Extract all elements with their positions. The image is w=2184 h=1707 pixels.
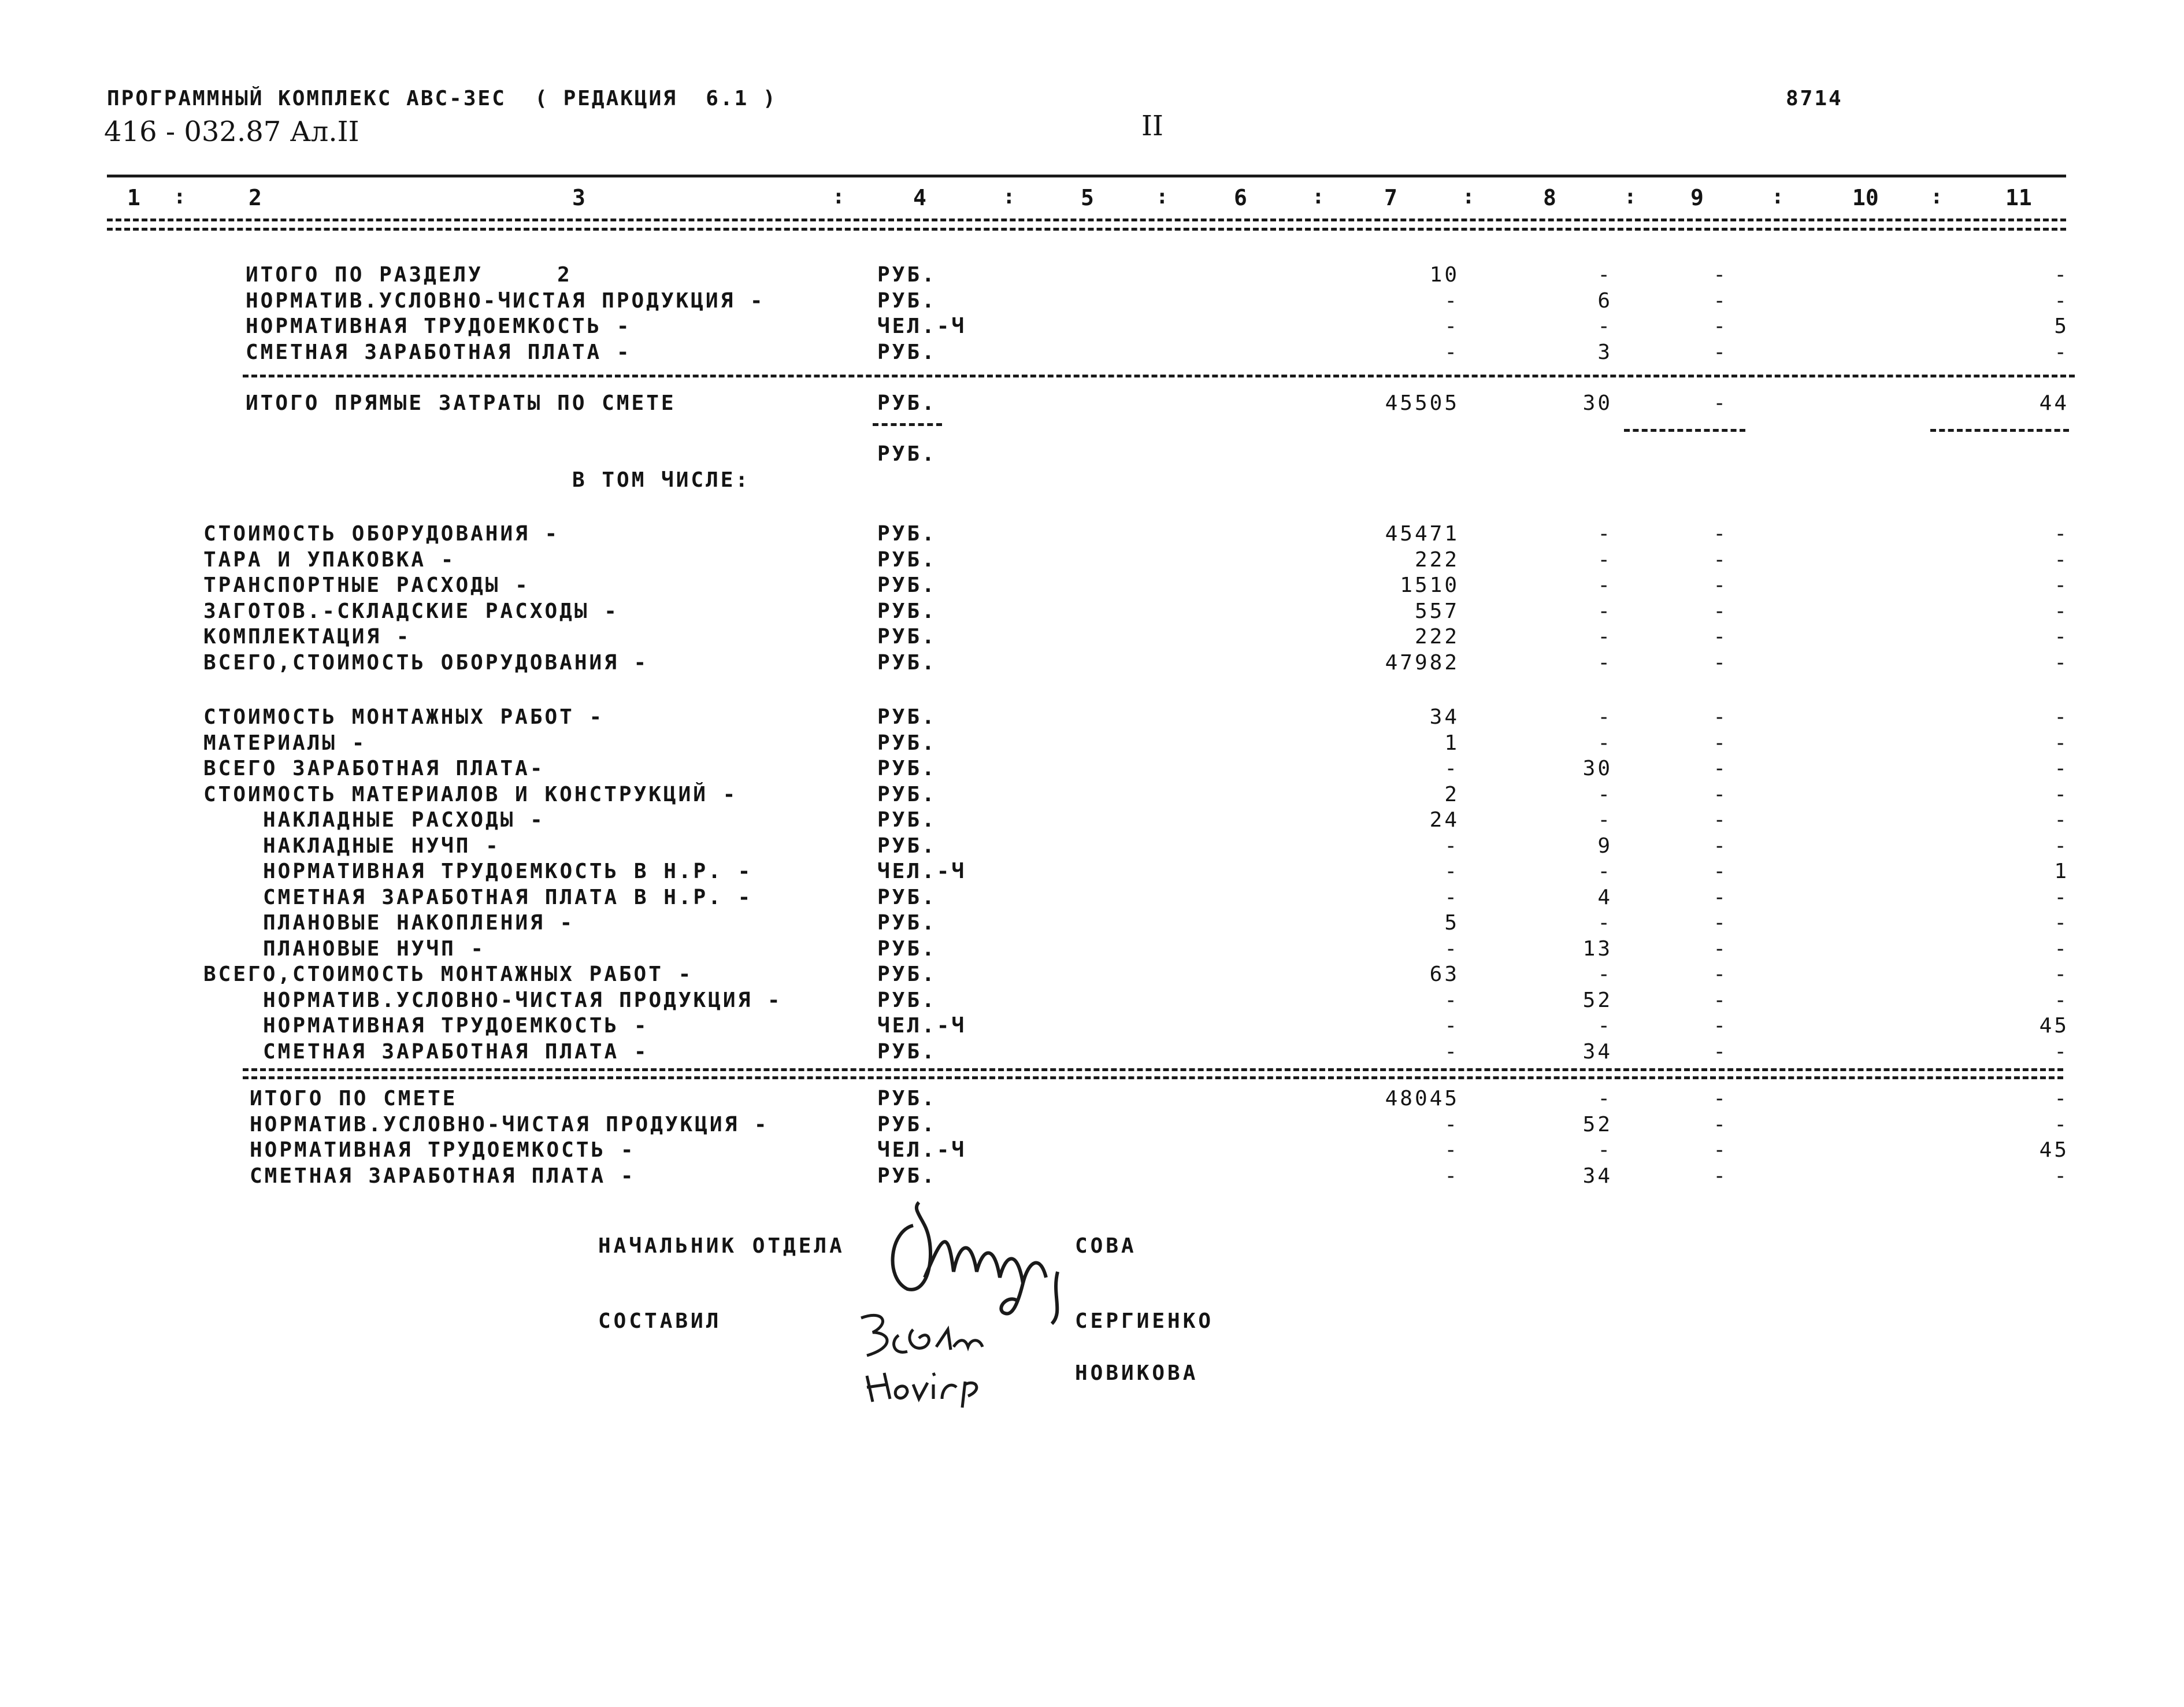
cell-col-8: - — [1597, 263, 1612, 287]
row-unit: ЧЕЛ.-Ч — [877, 314, 967, 338]
cell-col-11: - — [2054, 1164, 2069, 1188]
cell-col-11: - — [2054, 911, 2069, 935]
cell-col-7: - — [1444, 1039, 1459, 1064]
cell-col-11: 1 — [2054, 860, 2069, 883]
cell-col-7: 1510 — [1400, 573, 1459, 597]
cell-col-9: - — [1713, 625, 1728, 649]
cell-col-9: - — [1713, 1014, 1728, 1038]
cell-col-9: - — [1713, 340, 1728, 364]
row-label: ПЛАНОВЫЕ НАКОПЛЕНИЯ - — [263, 911, 575, 935]
cell-col-8: - — [1597, 599, 1612, 623]
cell-col-8: - — [1597, 1138, 1612, 1162]
cell-col-8: - — [1597, 573, 1612, 597]
cell-col-9: - — [1713, 1087, 1728, 1110]
cell-col-9: - — [1713, 988, 1728, 1012]
cell-col-7: 10 — [1429, 263, 1459, 287]
cell-col-11: - — [2054, 757, 2069, 780]
cell-col-9: - — [1713, 391, 1728, 415]
cell-col-9: - — [1713, 705, 1728, 729]
cell-col-7: - — [1444, 988, 1459, 1012]
row-unit: РУБ. — [877, 1112, 937, 1136]
column-header-5: 5 — [1081, 185, 1094, 210]
row-label: ВСЕГО,СТОИМОСТЬ ОБОРУДОВАНИЯ - — [203, 650, 649, 675]
row-label: НОРМАТИВНАЯ ТРУДОЕМКОСТЬ - — [246, 314, 632, 338]
cell-col-9: - — [1713, 860, 1728, 883]
row-unit: ЧЕЛ.-Ч — [877, 860, 967, 883]
row-label: ИТОГО ПО СМЕТЕ — [250, 1087, 458, 1110]
column-separator: : — [1156, 185, 1169, 209]
sheet-number: 8714 — [1786, 87, 1843, 110]
cell-col-8: - — [1597, 314, 1612, 338]
row-unit: РУБ. — [877, 757, 937, 780]
cell-col-8: 13 — [1582, 936, 1612, 961]
separator-direct-c8 — [1624, 429, 1745, 432]
row-label: ЗАГОТОВ.-СКЛАДСКИЕ РАСХОДЫ - — [203, 599, 619, 623]
row-unit: РУБ. — [877, 625, 937, 649]
page-number: II — [1141, 110, 1163, 142]
column-separator: : — [832, 185, 845, 209]
column-separator: : — [1624, 185, 1637, 209]
cell-col-8: 3 — [1597, 340, 1612, 364]
cell-col-11: 45 — [2039, 1138, 2069, 1162]
row-unit: РУБ. — [877, 391, 937, 415]
row-label: НАКЛАДНЫЕ НУЧП - — [263, 834, 500, 858]
cell-col-9: - — [1713, 288, 1728, 313]
row-label: СТОИМОСТЬ МОНТАЖНЫХ РАБОТ - — [203, 705, 605, 729]
row-label: НОРМАТИВНАЯ ТРУДОЕМКОСТЬ - — [263, 1014, 649, 1038]
compiled-signature — [850, 1306, 1000, 1410]
compiled-by-name-2: НОВИКОВА — [1075, 1361, 1199, 1385]
row-unit: РУБ. — [877, 573, 937, 597]
table-top-rule — [107, 175, 2066, 177]
cell-col-9: - — [1713, 1112, 1728, 1136]
cell-col-7: - — [1444, 1138, 1459, 1162]
cell-col-11: - — [2054, 1112, 2069, 1136]
cell-col-7: 2 — [1444, 782, 1459, 806]
cell-col-8: - — [1597, 547, 1612, 572]
cell-col-7: - — [1444, 936, 1459, 961]
cell-col-8: - — [1597, 731, 1612, 755]
row-unit: РУБ. — [877, 834, 937, 858]
cell-col-8: 30 — [1582, 757, 1612, 780]
column-header-10: 10 — [1852, 185, 1879, 210]
cell-col-9: - — [1713, 834, 1728, 858]
cell-col-7: 45471 — [1385, 522, 1459, 546]
row-unit: РУБ. — [877, 263, 937, 287]
cell-col-11: - — [2054, 808, 2069, 832]
column-header-8: 8 — [1543, 185, 1556, 210]
cell-col-11: - — [2054, 547, 2069, 572]
compiled-by-label: СОСТАВИЛ — [598, 1309, 722, 1333]
cell-col-11: - — [2054, 988, 2069, 1012]
cell-col-7: 24 — [1429, 808, 1459, 832]
column-separator: : — [1462, 185, 1475, 209]
cell-col-11: 44 — [2039, 391, 2069, 415]
row-unit: РУБ. — [877, 1164, 937, 1188]
program-title: ПРОГРАММНЫЙ КОМПЛЕКС АВС-3ЕС ( РЕДАКЦИЯ 6.1 ) — [107, 87, 777, 110]
row-unit: РУБ. — [877, 547, 937, 572]
cell-col-7: 47982 — [1385, 650, 1459, 675]
cell-col-9: - — [1713, 1164, 1728, 1188]
cell-col-7: - — [1444, 314, 1459, 338]
row-unit: РУБ. — [877, 340, 937, 364]
cell-col-11: - — [2054, 782, 2069, 806]
row-label: СТОИМОСТЬ ОБОРУДОВАНИЯ - — [203, 522, 560, 546]
cell-col-11: - — [2054, 936, 2069, 961]
cell-col-9: - — [1713, 731, 1728, 755]
cell-col-8: - — [1597, 522, 1612, 546]
row-unit: РУБ. — [877, 1039, 937, 1064]
cell-col-9: - — [1713, 936, 1728, 961]
row-unit: РУБ. — [877, 1087, 937, 1110]
column-separator: : — [1003, 185, 1015, 209]
row-unit: РУБ. — [877, 731, 937, 755]
column-header-7: 7 — [1384, 185, 1397, 210]
cell-col-7: 222 — [1414, 547, 1459, 572]
cell-col-11: - — [2054, 288, 2069, 313]
cell-col-9: - — [1713, 757, 1728, 780]
cell-col-8: - — [1597, 1014, 1612, 1038]
cell-col-7: 557 — [1414, 599, 1459, 623]
cell-col-11: - — [2054, 522, 2069, 546]
row-label: НОРМАТИВНАЯ ТРУДОЕМКОСТЬ - — [250, 1138, 636, 1162]
cell-col-7: - — [1444, 757, 1459, 780]
row-unit: РУБ. — [877, 782, 937, 806]
cell-col-11: 5 — [2054, 314, 2069, 338]
cell-col-9: - — [1713, 314, 1728, 338]
cell-col-11: - — [2054, 573, 2069, 597]
cell-col-7: 34 — [1429, 705, 1459, 729]
head-of-department-name: СОВА — [1075, 1234, 1137, 1258]
row-unit: РУБ. — [877, 522, 937, 546]
cell-col-11: - — [2054, 834, 2069, 858]
cell-col-11: - — [2054, 263, 2069, 287]
cell-col-8: 34 — [1582, 1039, 1612, 1064]
cell-col-9: - — [1713, 1039, 1728, 1064]
cell-col-11: - — [2054, 1087, 2069, 1110]
separator-before-totals — [243, 1068, 2063, 1071]
cell-col-8: - — [1597, 782, 1612, 806]
row-unit: РУБ. — [877, 885, 937, 909]
cell-col-8: 34 — [1582, 1164, 1612, 1188]
row-unit: РУБ. — [877, 650, 937, 675]
cell-col-11: - — [2054, 705, 2069, 729]
row-label: НОРМАТИВ.УСЛОВНО-ЧИСТАЯ ПРОДУКЦИЯ - — [246, 288, 765, 313]
cell-col-8: - — [1597, 911, 1612, 935]
cell-col-11: - — [2054, 599, 2069, 623]
row-unit: РУБ. — [877, 705, 937, 729]
separator-direct-c11 — [1930, 429, 2069, 432]
separator-after-section2 — [243, 375, 2075, 377]
row-label: СМЕТНАЯ ЗАРАБОТНАЯ ПЛАТА В Н.Р. - — [263, 885, 753, 909]
column-header-1: 1 — [127, 185, 140, 210]
column-separator: : — [1771, 185, 1784, 209]
document-code: 416 - 032.87 Ал.II — [104, 116, 359, 148]
cell-col-9: - — [1713, 573, 1728, 597]
cell-col-8: - — [1597, 860, 1612, 883]
row-unit: ЧЕЛ.-Ч — [877, 1138, 967, 1162]
compiled-by-name-1: СЕРГИЕНКО — [1075, 1309, 1214, 1333]
row-unit: РУБ. — [877, 988, 937, 1012]
cell-col-7: 1 — [1444, 731, 1459, 755]
cell-col-9: - — [1713, 885, 1728, 909]
cell-col-8: - — [1597, 1087, 1612, 1110]
cell-col-7: - — [1444, 1112, 1459, 1136]
including-heading: В ТОМ ЧИСЛЕ: — [572, 468, 751, 492]
cell-col-8: - — [1597, 625, 1612, 649]
cell-col-11: - — [2054, 1039, 2069, 1064]
column-header-6: 6 — [1234, 185, 1247, 210]
cell-col-8: 52 — [1582, 1112, 1612, 1136]
separator-before-totals-2 — [243, 1076, 2063, 1079]
column-header-4: 4 — [913, 185, 926, 210]
row-label: НОРМАТИВНАЯ ТРУДОЕМКОСТЬ В Н.Р. - — [263, 860, 753, 883]
column-header-11: 11 — [2005, 185, 2032, 210]
cell-col-7: - — [1444, 885, 1459, 909]
row-label: СМЕТНАЯ ЗАРАБОТНАЯ ПЛАТА - — [246, 340, 632, 364]
row-unit: РУБ. — [877, 808, 937, 832]
cell-col-9: - — [1713, 599, 1728, 623]
row-label: МАТЕРИАЛЫ - — [203, 731, 367, 755]
row-label: ИТОГО ПРЯМЫЕ ЗАТРАТЫ ПО СМЕТЕ — [246, 391, 676, 415]
cell-col-9: - — [1713, 522, 1728, 546]
cell-col-8: 52 — [1582, 988, 1612, 1012]
row-label: СМЕТНАЯ ЗАРАБОТНАЯ ПЛАТА - — [250, 1164, 636, 1188]
cell-col-11: 45 — [2039, 1014, 2069, 1038]
row-label: ПЛАНОВЫЕ НУЧП - — [263, 936, 486, 961]
row-label: НОРМАТИВ.УСЛОВНО-ЧИСТАЯ ПРОДУКЦИЯ - — [250, 1112, 769, 1136]
cell-col-11: - — [2054, 731, 2069, 755]
column-separator: : — [1930, 185, 1943, 209]
cell-col-7: 222 — [1414, 625, 1459, 649]
column-header-3: 3 — [572, 185, 585, 210]
row-label: СТОИМОСТЬ МАТЕРИАЛОВ И КОНСТРУКЦИЙ - — [203, 782, 738, 806]
cell-col-9: - — [1713, 263, 1728, 287]
row-unit: ЧЕЛ.-Ч — [877, 1014, 967, 1038]
row-label: ТАРА И УПАКОВКА - — [203, 547, 456, 572]
row-unit: РУБ. — [877, 442, 937, 466]
row-label: ТРАНСПОРТНЫЕ РАСХОДЫ - — [203, 573, 530, 597]
cell-col-9: - — [1713, 650, 1728, 675]
row-unit: РУБ. — [877, 288, 937, 313]
cell-col-8: - — [1597, 808, 1612, 832]
cell-col-7: 5 — [1444, 911, 1459, 935]
row-unit: РУБ. — [877, 599, 937, 623]
cell-col-9: - — [1713, 911, 1728, 935]
row-label: НОРМАТИВ.УСЛОВНО-ЧИСТАЯ ПРОДУКЦИЯ - — [263, 988, 783, 1012]
cell-col-7: - — [1444, 1014, 1459, 1038]
cell-col-11: - — [2054, 650, 2069, 675]
head-of-department-label: НАЧАЛЬНИК ОТДЕЛА — [598, 1234, 845, 1258]
column-separator: : — [1312, 185, 1325, 209]
row-unit: РУБ. — [877, 962, 937, 986]
column-header-9: 9 — [1690, 185, 1704, 210]
row-label: КОМПЛЕКТАЦИЯ - — [203, 625, 411, 649]
cell-col-7: - — [1444, 340, 1459, 364]
cell-col-11: - — [2054, 625, 2069, 649]
column-header-2: 2 — [249, 185, 262, 210]
separator-direct-unit — [873, 423, 942, 426]
cell-col-8: 30 — [1582, 391, 1612, 415]
row-label: СМЕТНАЯ ЗАРАБОТНАЯ ПЛАТА - — [263, 1039, 649, 1064]
cell-col-7: - — [1444, 860, 1459, 883]
row-unit: РУБ. — [877, 936, 937, 961]
cell-col-7: 63 — [1429, 962, 1459, 986]
cell-col-8: - — [1597, 962, 1612, 986]
column-separator: : — [173, 185, 186, 209]
row-unit: РУБ. — [877, 911, 937, 935]
cell-col-8: 6 — [1597, 288, 1612, 313]
column-header-rule-2 — [107, 228, 2066, 231]
column-header-rule-1 — [107, 219, 2066, 221]
cell-col-9: - — [1713, 547, 1728, 572]
cell-col-7: - — [1444, 834, 1459, 858]
cell-col-11: - — [2054, 962, 2069, 986]
cell-col-8: - — [1597, 705, 1612, 729]
cell-col-7: - — [1444, 288, 1459, 313]
cell-col-9: - — [1713, 1138, 1728, 1162]
cell-col-9: - — [1713, 782, 1728, 806]
cell-col-8: 9 — [1597, 834, 1612, 858]
row-label: НАКЛАДНЫЕ РАСХОДЫ - — [263, 808, 545, 832]
cell-col-8: 4 — [1597, 885, 1612, 909]
cell-col-11: - — [2054, 885, 2069, 909]
cell-col-9: - — [1713, 962, 1728, 986]
cell-col-11: - — [2054, 340, 2069, 364]
row-label: ВСЕГО ЗАРАБОТНАЯ ПЛАТА- — [203, 757, 545, 780]
row-label: ВСЕГО,СТОИМОСТЬ МОНТАЖНЫХ РАБОТ - — [203, 962, 694, 986]
cell-col-9: - — [1713, 808, 1728, 832]
cell-col-7: 48045 — [1385, 1087, 1459, 1110]
cell-col-7: 45505 — [1385, 391, 1459, 415]
row-label: ИТОГО ПО РАЗДЕЛУ 2 — [246, 263, 572, 287]
cell-col-7: - — [1444, 1164, 1459, 1188]
cell-col-8: - — [1597, 650, 1612, 675]
